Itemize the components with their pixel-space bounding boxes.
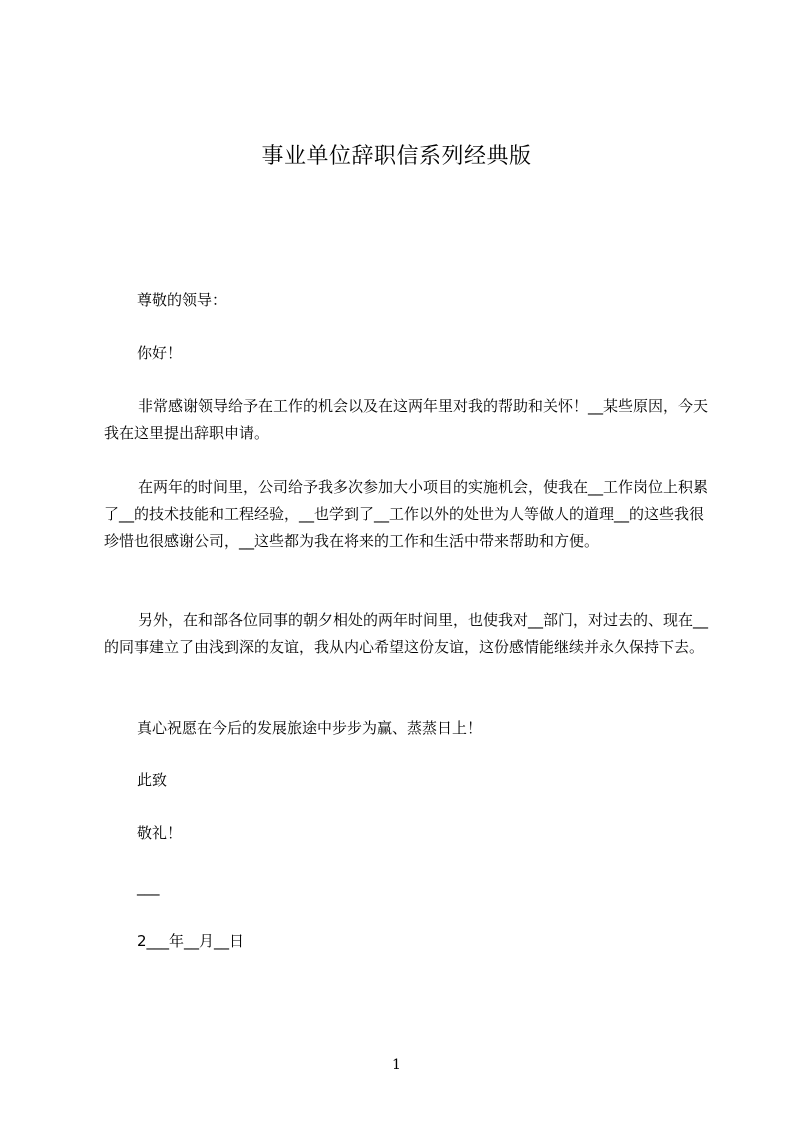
closing-line-2: 敬礼！ <box>137 824 183 842</box>
salutation: 尊敬的领导： <box>137 291 228 309</box>
greeting: 你好！ <box>137 344 183 362</box>
date-line: 2___年__月__日 <box>137 932 245 950</box>
paragraph-1: 非常感谢领导给予在工作的机会以及在这两年里对我的帮助和关怀！__某些原因，今天我在这里提出辞职申请。 <box>104 397 709 442</box>
paragraph-3: 另外，在和部各位同事的朝夕相处的两年时间里，也使我对__部门，对过去的、现在__的同事建立了由浅到深的友谊，我从内心希望这份友谊，这份感情能继续并永久保持下去。 <box>104 611 709 656</box>
document-title: 事业单位辞职信系列经典版 <box>261 144 532 169</box>
wishes: 真心祝愿在今后的发展旅途中步步为赢、蒸蒸日上！ <box>137 719 483 737</box>
page-number: 1 <box>392 1057 401 1073</box>
closing-line-1: 此致 <box>137 771 168 789</box>
signature-blank: ___ <box>137 878 160 896</box>
paragraph-2: 在两年的时间里，公司给予我多次参加大小项目的实施机会，使我在__工作岗位上积累了__的技术技能和工程经验，__也学到了__工作以外的处世为人等做人的道理__的这些我很珍惜也很感谢公司，__这些都为我在将来的工作和生活中带来帮助和方便。 <box>104 478 709 550</box>
